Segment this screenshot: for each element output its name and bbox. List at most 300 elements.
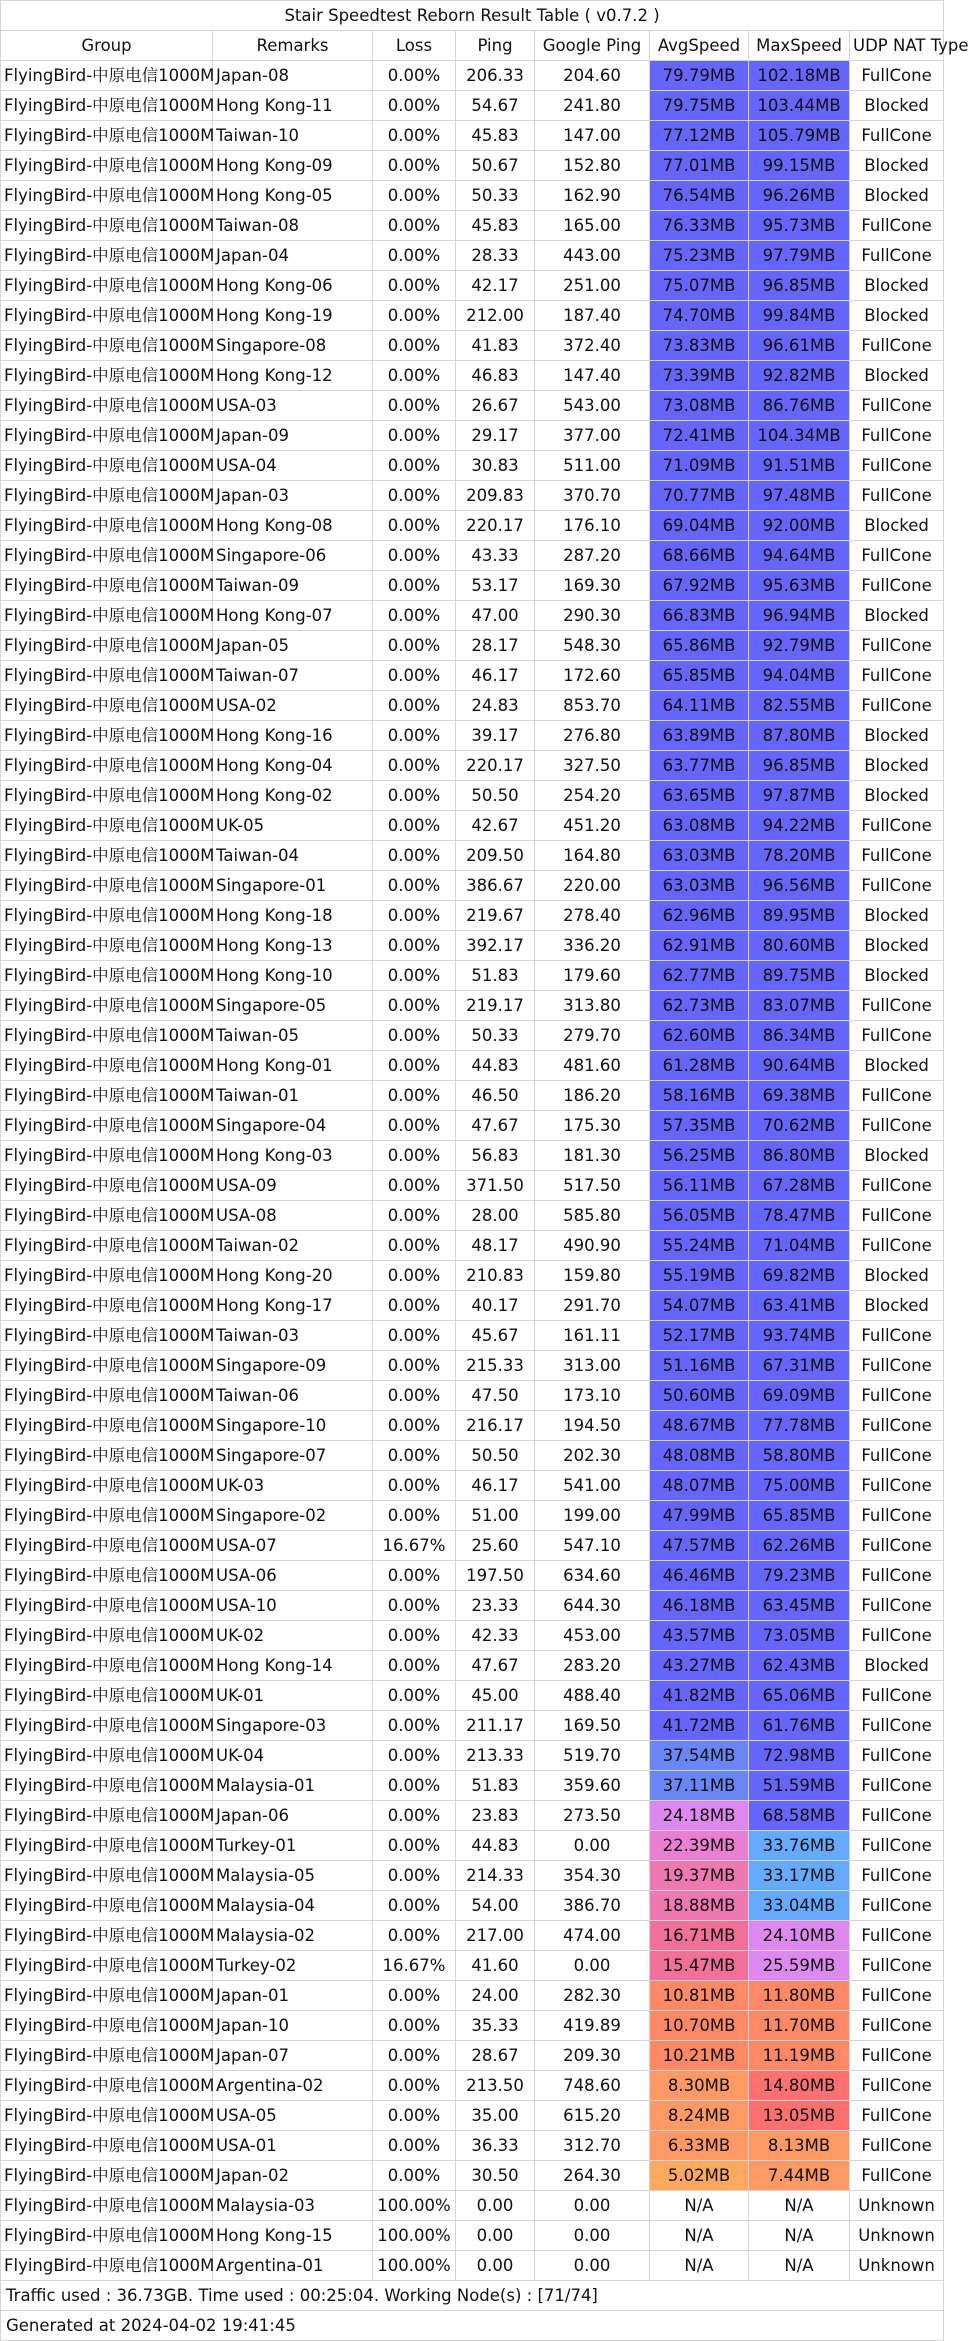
cell-loss: 0.00% bbox=[373, 1081, 456, 1111]
cell-ping: 216.17 bbox=[456, 1411, 535, 1441]
cell-ping: 43.33 bbox=[456, 541, 535, 571]
cell-loss: 0.00% bbox=[373, 1471, 456, 1501]
cell-udp-nat-type: FullCone bbox=[850, 991, 944, 1021]
cell-loss: 0.00% bbox=[373, 571, 456, 601]
cell-group: FlyingBird-中原电信1000M bbox=[1, 1351, 213, 1381]
cell-max-speed: 97.48MB bbox=[749, 481, 850, 511]
cell-max-speed: 78.47MB bbox=[749, 1201, 850, 1231]
table-row bbox=[1, 1981, 944, 2011]
cell-google-ping: 290.30 bbox=[535, 601, 650, 631]
cell-ping: 50.67 bbox=[456, 151, 535, 181]
cell-avg-speed: 65.86MB bbox=[650, 631, 749, 661]
cell-remarks: Malaysia-03 bbox=[213, 2191, 373, 2221]
cell-loss: 0.00% bbox=[373, 1711, 456, 1741]
cell-max-speed: 95.63MB bbox=[749, 571, 850, 601]
cell-udp-nat-type: Unknown bbox=[850, 2191, 944, 2221]
cell-group: FlyingBird-中原电信1000M bbox=[1, 151, 213, 181]
cell-max-speed: 77.78MB bbox=[749, 1411, 850, 1441]
cell-loss: 0.00% bbox=[373, 91, 456, 121]
cell-remarks: UK-03 bbox=[213, 1471, 373, 1501]
cell-udp-nat-type: Blocked bbox=[850, 361, 944, 391]
cell-max-speed: 14.80MB bbox=[749, 2071, 850, 2101]
cell-ping: 0.00 bbox=[456, 2251, 535, 2281]
cell-ping: 30.50 bbox=[456, 2161, 535, 2191]
table-row bbox=[1, 961, 944, 991]
cell-google-ping: 220.00 bbox=[535, 871, 650, 901]
cell-google-ping: 543.00 bbox=[535, 391, 650, 421]
cell-avg-speed: 43.57MB bbox=[650, 1621, 749, 1651]
cell-udp-nat-type: FullCone bbox=[850, 1171, 944, 1201]
cell-udp-nat-type: FullCone bbox=[850, 1381, 944, 1411]
cell-max-speed: 67.31MB bbox=[749, 1351, 850, 1381]
cell-udp-nat-type: FullCone bbox=[850, 331, 944, 361]
cell-group: FlyingBird-中原电信1000M bbox=[1, 1231, 213, 1261]
table-row bbox=[1, 1051, 944, 1081]
cell-loss: 0.00% bbox=[373, 1771, 456, 1801]
cell-google-ping: 164.80 bbox=[535, 841, 650, 871]
cell-loss: 0.00% bbox=[373, 421, 456, 451]
cell-max-speed: 63.41MB bbox=[749, 1291, 850, 1321]
table-row bbox=[1, 1711, 944, 1741]
cell-ping: 28.00 bbox=[456, 1201, 535, 1231]
cell-udp-nat-type: FullCone bbox=[850, 1501, 944, 1531]
cell-loss: 0.00% bbox=[373, 661, 456, 691]
cell-loss: 0.00% bbox=[373, 481, 456, 511]
cell-group: FlyingBird-中原电信1000M bbox=[1, 391, 213, 421]
cell-udp-nat-type: Unknown bbox=[850, 2221, 944, 2251]
table-row bbox=[1, 1621, 944, 1651]
cell-max-speed: 99.84MB bbox=[749, 301, 850, 331]
cell-group: FlyingBird-中原电信1000M bbox=[1, 2131, 213, 2161]
cell-avg-speed: N/A bbox=[650, 2221, 749, 2251]
cell-remarks: Hong Kong-12 bbox=[213, 361, 373, 391]
table-row bbox=[1, 631, 944, 661]
cell-group: FlyingBird-中原电信1000M bbox=[1, 541, 213, 571]
cell-max-speed: 61.76MB bbox=[749, 1711, 850, 1741]
table-row bbox=[1, 481, 944, 511]
cell-udp-nat-type: Blocked bbox=[850, 781, 944, 811]
cell-avg-speed: 41.82MB bbox=[650, 1681, 749, 1711]
cell-remarks: UK-02 bbox=[213, 1621, 373, 1651]
table-row bbox=[1, 1501, 944, 1531]
cell-udp-nat-type: FullCone bbox=[850, 1861, 944, 1891]
cell-ping: 23.33 bbox=[456, 1591, 535, 1621]
cell-avg-speed: 18.88MB bbox=[650, 1891, 749, 1921]
cell-group: FlyingBird-中原电信1000M bbox=[1, 1981, 213, 2011]
cell-google-ping: 359.60 bbox=[535, 1771, 650, 1801]
cell-group: FlyingBird-中原电信1000M bbox=[1, 1381, 213, 1411]
cell-udp-nat-type: Blocked bbox=[850, 1261, 944, 1291]
header-ping: Ping bbox=[456, 31, 535, 61]
cell-udp-nat-type: FullCone bbox=[850, 1471, 944, 1501]
cell-ping: 48.17 bbox=[456, 1231, 535, 1261]
cell-group: FlyingBird-中原电信1000M bbox=[1, 451, 213, 481]
cell-udp-nat-type: FullCone bbox=[850, 2011, 944, 2041]
cell-max-speed: 96.56MB bbox=[749, 871, 850, 901]
table-row bbox=[1, 901, 944, 931]
header-loss: Loss bbox=[373, 31, 456, 61]
cell-google-ping: 187.40 bbox=[535, 301, 650, 331]
cell-group: FlyingBird-中原电信1000M bbox=[1, 1831, 213, 1861]
cell-remarks: Singapore-10 bbox=[213, 1411, 373, 1441]
cell-remarks: UK-05 bbox=[213, 811, 373, 841]
cell-avg-speed: 79.79MB bbox=[650, 61, 749, 91]
cell-udp-nat-type: FullCone bbox=[850, 121, 944, 151]
cell-udp-nat-type: FullCone bbox=[850, 391, 944, 421]
cell-udp-nat-type: FullCone bbox=[850, 1711, 944, 1741]
cell-avg-speed: 43.27MB bbox=[650, 1651, 749, 1681]
cell-max-speed: 65.06MB bbox=[749, 1681, 850, 1711]
cell-max-speed: 97.79MB bbox=[749, 241, 850, 271]
cell-max-speed: 99.15MB bbox=[749, 151, 850, 181]
cell-udp-nat-type: FullCone bbox=[850, 631, 944, 661]
cell-group: FlyingBird-中原电信1000M bbox=[1, 1861, 213, 1891]
cell-loss: 0.00% bbox=[373, 931, 456, 961]
cell-max-speed: 105.79MB bbox=[749, 121, 850, 151]
cell-group: FlyingBird-中原电信1000M bbox=[1, 331, 213, 361]
cell-udp-nat-type: FullCone bbox=[850, 2071, 944, 2101]
table-row bbox=[1, 1081, 944, 1111]
cell-ping: 42.67 bbox=[456, 811, 535, 841]
cell-remarks: Singapore-04 bbox=[213, 1111, 373, 1141]
cell-loss: 0.00% bbox=[373, 121, 456, 151]
cell-avg-speed: 65.85MB bbox=[650, 661, 749, 691]
cell-google-ping: 336.20 bbox=[535, 931, 650, 961]
cell-udp-nat-type: FullCone bbox=[850, 1081, 944, 1111]
cell-ping: 41.83 bbox=[456, 331, 535, 361]
cell-google-ping: 283.20 bbox=[535, 1651, 650, 1681]
table-row bbox=[1, 1471, 944, 1501]
cell-group: FlyingBird-中原电信1000M bbox=[1, 691, 213, 721]
cell-udp-nat-type: FullCone bbox=[850, 1321, 944, 1351]
cell-ping: 215.33 bbox=[456, 1351, 535, 1381]
cell-avg-speed: 63.03MB bbox=[650, 841, 749, 871]
cell-google-ping: 419.89 bbox=[535, 2011, 650, 2041]
table-row bbox=[1, 1591, 944, 1621]
cell-google-ping: 585.80 bbox=[535, 1201, 650, 1231]
cell-group: FlyingBird-中原电信1000M bbox=[1, 2071, 213, 2101]
cell-remarks: Singapore-05 bbox=[213, 991, 373, 1021]
cell-loss: 0.00% bbox=[373, 1561, 456, 1591]
cell-remarks: Taiwan-10 bbox=[213, 121, 373, 151]
table-row bbox=[1, 1891, 944, 1921]
cell-max-speed: 69.38MB bbox=[749, 1081, 850, 1111]
cell-ping: 24.83 bbox=[456, 691, 535, 721]
cell-google-ping: 490.90 bbox=[535, 1231, 650, 1261]
table-row bbox=[1, 1381, 944, 1411]
cell-group: FlyingBird-中原电信1000M bbox=[1, 751, 213, 781]
cell-google-ping: 372.40 bbox=[535, 331, 650, 361]
cell-remarks: Argentina-01 bbox=[213, 2251, 373, 2281]
cell-remarks: Turkey-02 bbox=[213, 1951, 373, 1981]
cell-group: FlyingBird-中原电信1000M bbox=[1, 1201, 213, 1231]
cell-avg-speed: 52.17MB bbox=[650, 1321, 749, 1351]
cell-avg-speed: 66.83MB bbox=[650, 601, 749, 631]
cell-remarks: Singapore-07 bbox=[213, 1441, 373, 1471]
cell-ping: 44.83 bbox=[456, 1051, 535, 1081]
cell-google-ping: 0.00 bbox=[535, 2191, 650, 2221]
cell-loss: 0.00% bbox=[373, 1351, 456, 1381]
table-row bbox=[1, 1681, 944, 1711]
cell-group: FlyingBird-中原电信1000M bbox=[1, 781, 213, 811]
cell-max-speed: 69.82MB bbox=[749, 1261, 850, 1291]
table-row bbox=[1, 931, 944, 961]
cell-remarks: Argentina-02 bbox=[213, 2071, 373, 2101]
cell-udp-nat-type: FullCone bbox=[850, 1741, 944, 1771]
cell-group: FlyingBird-中原电信1000M bbox=[1, 241, 213, 271]
cell-loss: 16.67% bbox=[373, 1951, 456, 1981]
cell-loss: 0.00% bbox=[373, 1171, 456, 1201]
cell-ping: 42.17 bbox=[456, 271, 535, 301]
cell-google-ping: 282.30 bbox=[535, 1981, 650, 2011]
cell-udp-nat-type: FullCone bbox=[850, 1561, 944, 1591]
cell-avg-speed: 62.60MB bbox=[650, 1021, 749, 1051]
cell-udp-nat-type: FullCone bbox=[850, 1411, 944, 1441]
cell-group: FlyingBird-中原电信1000M bbox=[1, 901, 213, 931]
cell-max-speed: 94.22MB bbox=[749, 811, 850, 841]
cell-max-speed: 104.34MB bbox=[749, 421, 850, 451]
cell-google-ping: 548.30 bbox=[535, 631, 650, 661]
cell-udp-nat-type: FullCone bbox=[850, 871, 944, 901]
cell-remarks: Malaysia-01 bbox=[213, 1771, 373, 1801]
cell-udp-nat-type: Blocked bbox=[850, 181, 944, 211]
cell-avg-speed: 67.92MB bbox=[650, 571, 749, 601]
cell-udp-nat-type: FullCone bbox=[850, 691, 944, 721]
cell-group: FlyingBird-中原电信1000M bbox=[1, 1561, 213, 1591]
cell-udp-nat-type: FullCone bbox=[850, 1621, 944, 1651]
cell-google-ping: 644.30 bbox=[535, 1591, 650, 1621]
cell-max-speed: 86.80MB bbox=[749, 1141, 850, 1171]
cell-avg-speed: 41.72MB bbox=[650, 1711, 749, 1741]
cell-max-speed: 58.80MB bbox=[749, 1441, 850, 1471]
cell-avg-speed: 48.67MB bbox=[650, 1411, 749, 1441]
cell-udp-nat-type: Blocked bbox=[850, 151, 944, 181]
cell-max-speed: 102.18MB bbox=[749, 61, 850, 91]
cell-udp-nat-type: FullCone bbox=[850, 541, 944, 571]
cell-group: FlyingBird-中原电信1000M bbox=[1, 2221, 213, 2251]
cell-max-speed: 78.20MB bbox=[749, 841, 850, 871]
cell-group: FlyingBird-中原电信1000M bbox=[1, 1801, 213, 1831]
cell-ping: 219.67 bbox=[456, 901, 535, 931]
cell-avg-speed: 47.99MB bbox=[650, 1501, 749, 1531]
cell-remarks: Singapore-03 bbox=[213, 1711, 373, 1741]
cell-udp-nat-type: FullCone bbox=[850, 2041, 944, 2071]
cell-udp-nat-type: FullCone bbox=[850, 1801, 944, 1831]
cell-remarks: Japan-02 bbox=[213, 2161, 373, 2191]
table-row bbox=[1, 751, 944, 781]
cell-loss: 0.00% bbox=[373, 2071, 456, 2101]
cell-google-ping: 254.20 bbox=[535, 781, 650, 811]
cell-loss: 0.00% bbox=[373, 601, 456, 631]
cell-udp-nat-type: FullCone bbox=[850, 481, 944, 511]
cell-max-speed: 83.07MB bbox=[749, 991, 850, 1021]
cell-ping: 45.67 bbox=[456, 1321, 535, 1351]
table-row bbox=[1, 391, 944, 421]
cell-max-speed: 96.61MB bbox=[749, 331, 850, 361]
cell-avg-speed: 58.16MB bbox=[650, 1081, 749, 1111]
table-row bbox=[1, 661, 944, 691]
cell-ping: 392.17 bbox=[456, 931, 535, 961]
cell-loss: 0.00% bbox=[373, 1651, 456, 1681]
cell-max-speed: 63.45MB bbox=[749, 1591, 850, 1621]
cell-udp-nat-type: FullCone bbox=[850, 2131, 944, 2161]
cell-ping: 41.60 bbox=[456, 1951, 535, 1981]
cell-google-ping: 194.50 bbox=[535, 1411, 650, 1441]
cell-google-ping: 169.50 bbox=[535, 1711, 650, 1741]
cell-max-speed: 86.76MB bbox=[749, 391, 850, 421]
cell-loss: 0.00% bbox=[373, 691, 456, 721]
cell-avg-speed: 48.07MB bbox=[650, 1471, 749, 1501]
cell-ping: 30.83 bbox=[456, 451, 535, 481]
cell-avg-speed: 75.23MB bbox=[650, 241, 749, 271]
cell-loss: 0.00% bbox=[373, 841, 456, 871]
cell-udp-nat-type: FullCone bbox=[850, 811, 944, 841]
cell-group: FlyingBird-中原电信1000M bbox=[1, 1441, 213, 1471]
cell-remarks: Hong Kong-02 bbox=[213, 781, 373, 811]
table-row bbox=[1, 2191, 944, 2221]
header-udp-nat-type: UDP NAT Type bbox=[850, 31, 944, 61]
cell-ping: 50.50 bbox=[456, 1441, 535, 1471]
cell-udp-nat-type: FullCone bbox=[850, 1231, 944, 1261]
cell-udp-nat-type: FullCone bbox=[850, 1591, 944, 1621]
cell-loss: 0.00% bbox=[373, 1501, 456, 1531]
cell-loss: 0.00% bbox=[373, 361, 456, 391]
header-group: Group bbox=[1, 31, 213, 61]
cell-google-ping: 517.50 bbox=[535, 1171, 650, 1201]
cell-max-speed: 80.60MB bbox=[749, 931, 850, 961]
cell-google-ping: 488.40 bbox=[535, 1681, 650, 1711]
cell-avg-speed: 62.96MB bbox=[650, 901, 749, 931]
cell-remarks: Hong Kong-06 bbox=[213, 271, 373, 301]
cell-avg-speed: 19.37MB bbox=[650, 1861, 749, 1891]
cell-group: FlyingBird-中原电信1000M bbox=[1, 991, 213, 1021]
footer-summary-row bbox=[1, 2281, 944, 2311]
cell-loss: 16.67% bbox=[373, 1531, 456, 1561]
table-row bbox=[1, 271, 944, 301]
cell-google-ping: 313.80 bbox=[535, 991, 650, 1021]
cell-avg-speed: 63.89MB bbox=[650, 721, 749, 751]
cell-avg-speed: 77.01MB bbox=[650, 151, 749, 181]
cell-google-ping: 199.00 bbox=[535, 1501, 650, 1531]
cell-loss: 0.00% bbox=[373, 1921, 456, 1951]
table-row bbox=[1, 2101, 944, 2131]
cell-ping: 47.00 bbox=[456, 601, 535, 631]
cell-max-speed: 82.55MB bbox=[749, 691, 850, 721]
cell-loss: 0.00% bbox=[373, 1111, 456, 1141]
cell-remarks: Hong Kong-14 bbox=[213, 1651, 373, 1681]
cell-remarks: Hong Kong-08 bbox=[213, 511, 373, 541]
cell-udp-nat-type: Unknown bbox=[850, 2251, 944, 2281]
cell-google-ping: 241.80 bbox=[535, 91, 650, 121]
cell-udp-nat-type: FullCone bbox=[850, 1831, 944, 1861]
cell-google-ping: 354.30 bbox=[535, 1861, 650, 1891]
cell-avg-speed: 73.83MB bbox=[650, 331, 749, 361]
table-row bbox=[1, 2131, 944, 2161]
cell-ping: 24.00 bbox=[456, 1981, 535, 2011]
cell-avg-speed: 76.33MB bbox=[650, 211, 749, 241]
cell-google-ping: 264.30 bbox=[535, 2161, 650, 2191]
cell-avg-speed: 69.04MB bbox=[650, 511, 749, 541]
cell-avg-speed: 24.18MB bbox=[650, 1801, 749, 1831]
cell-group: FlyingBird-中原电信1000M bbox=[1, 1321, 213, 1351]
table-row bbox=[1, 541, 944, 571]
cell-ping: 36.33 bbox=[456, 2131, 535, 2161]
cell-ping: 25.60 bbox=[456, 1531, 535, 1561]
table-row bbox=[1, 1411, 944, 1441]
cell-group: FlyingBird-中原电信1000M bbox=[1, 271, 213, 301]
cell-google-ping: 541.00 bbox=[535, 1471, 650, 1501]
cell-loss: 0.00% bbox=[373, 1141, 456, 1171]
cell-group: FlyingBird-中原电信1000M bbox=[1, 631, 213, 661]
cell-avg-speed: 22.39MB bbox=[650, 1831, 749, 1861]
cell-avg-speed: 50.60MB bbox=[650, 1381, 749, 1411]
cell-avg-speed: 10.70MB bbox=[650, 2011, 749, 2041]
cell-max-speed: N/A bbox=[749, 2191, 850, 2221]
cell-avg-speed: 10.21MB bbox=[650, 2041, 749, 2071]
cell-max-speed: 92.00MB bbox=[749, 511, 850, 541]
table-row bbox=[1, 151, 944, 181]
cell-udp-nat-type: Blocked bbox=[850, 931, 944, 961]
cell-ping: 26.67 bbox=[456, 391, 535, 421]
cell-loss: 0.00% bbox=[373, 1741, 456, 1771]
footer-generated: Generated at 2024-04-02 19:41:45 bbox=[1, 2311, 944, 2341]
cell-avg-speed: 62.77MB bbox=[650, 961, 749, 991]
cell-loss: 0.00% bbox=[373, 871, 456, 901]
cell-loss: 0.00% bbox=[373, 1051, 456, 1081]
cell-remarks: Japan-01 bbox=[213, 1981, 373, 2011]
cell-ping: 35.33 bbox=[456, 2011, 535, 2041]
cell-ping: 29.17 bbox=[456, 421, 535, 451]
cell-group: FlyingBird-中原电信1000M bbox=[1, 1951, 213, 1981]
cell-remarks: Hong Kong-15 bbox=[213, 2221, 373, 2251]
header-remarks: Remarks bbox=[213, 31, 373, 61]
cell-remarks: Japan-04 bbox=[213, 241, 373, 271]
cell-remarks: Hong Kong-19 bbox=[213, 301, 373, 331]
cell-remarks: Hong Kong-20 bbox=[213, 1261, 373, 1291]
cell-loss: 0.00% bbox=[373, 151, 456, 181]
cell-udp-nat-type: FullCone bbox=[850, 1201, 944, 1231]
cell-loss: 0.00% bbox=[373, 1861, 456, 1891]
cell-udp-nat-type: Blocked bbox=[850, 901, 944, 931]
cell-max-speed: 96.85MB bbox=[749, 271, 850, 301]
cell-google-ping: 0.00 bbox=[535, 2221, 650, 2251]
cell-group: FlyingBird-中原电信1000M bbox=[1, 361, 213, 391]
cell-ping: 217.00 bbox=[456, 1921, 535, 1951]
cell-group: FlyingBird-中原电信1000M bbox=[1, 2041, 213, 2071]
cell-group: FlyingBird-中原电信1000M bbox=[1, 1051, 213, 1081]
cell-google-ping: 481.60 bbox=[535, 1051, 650, 1081]
cell-max-speed: 51.59MB bbox=[749, 1771, 850, 1801]
cell-group: FlyingBird-中原电信1000M bbox=[1, 961, 213, 991]
table-row bbox=[1, 1861, 944, 1891]
cell-max-speed: N/A bbox=[749, 2221, 850, 2251]
cell-loss: 0.00% bbox=[373, 541, 456, 571]
cell-ping: 214.33 bbox=[456, 1861, 535, 1891]
cell-ping: 47.50 bbox=[456, 1381, 535, 1411]
cell-google-ping: 251.00 bbox=[535, 271, 650, 301]
header-google-ping: Google Ping bbox=[535, 31, 650, 61]
cell-udp-nat-type: Blocked bbox=[850, 271, 944, 301]
cell-remarks: USA-06 bbox=[213, 1561, 373, 1591]
cell-loss: 0.00% bbox=[373, 2161, 456, 2191]
cell-google-ping: 147.40 bbox=[535, 361, 650, 391]
cell-avg-speed: 8.30MB bbox=[650, 2071, 749, 2101]
cell-google-ping: 370.70 bbox=[535, 481, 650, 511]
cell-max-speed: 69.09MB bbox=[749, 1381, 850, 1411]
table-row bbox=[1, 361, 944, 391]
cell-remarks: UK-01 bbox=[213, 1681, 373, 1711]
cell-udp-nat-type: FullCone bbox=[850, 451, 944, 481]
